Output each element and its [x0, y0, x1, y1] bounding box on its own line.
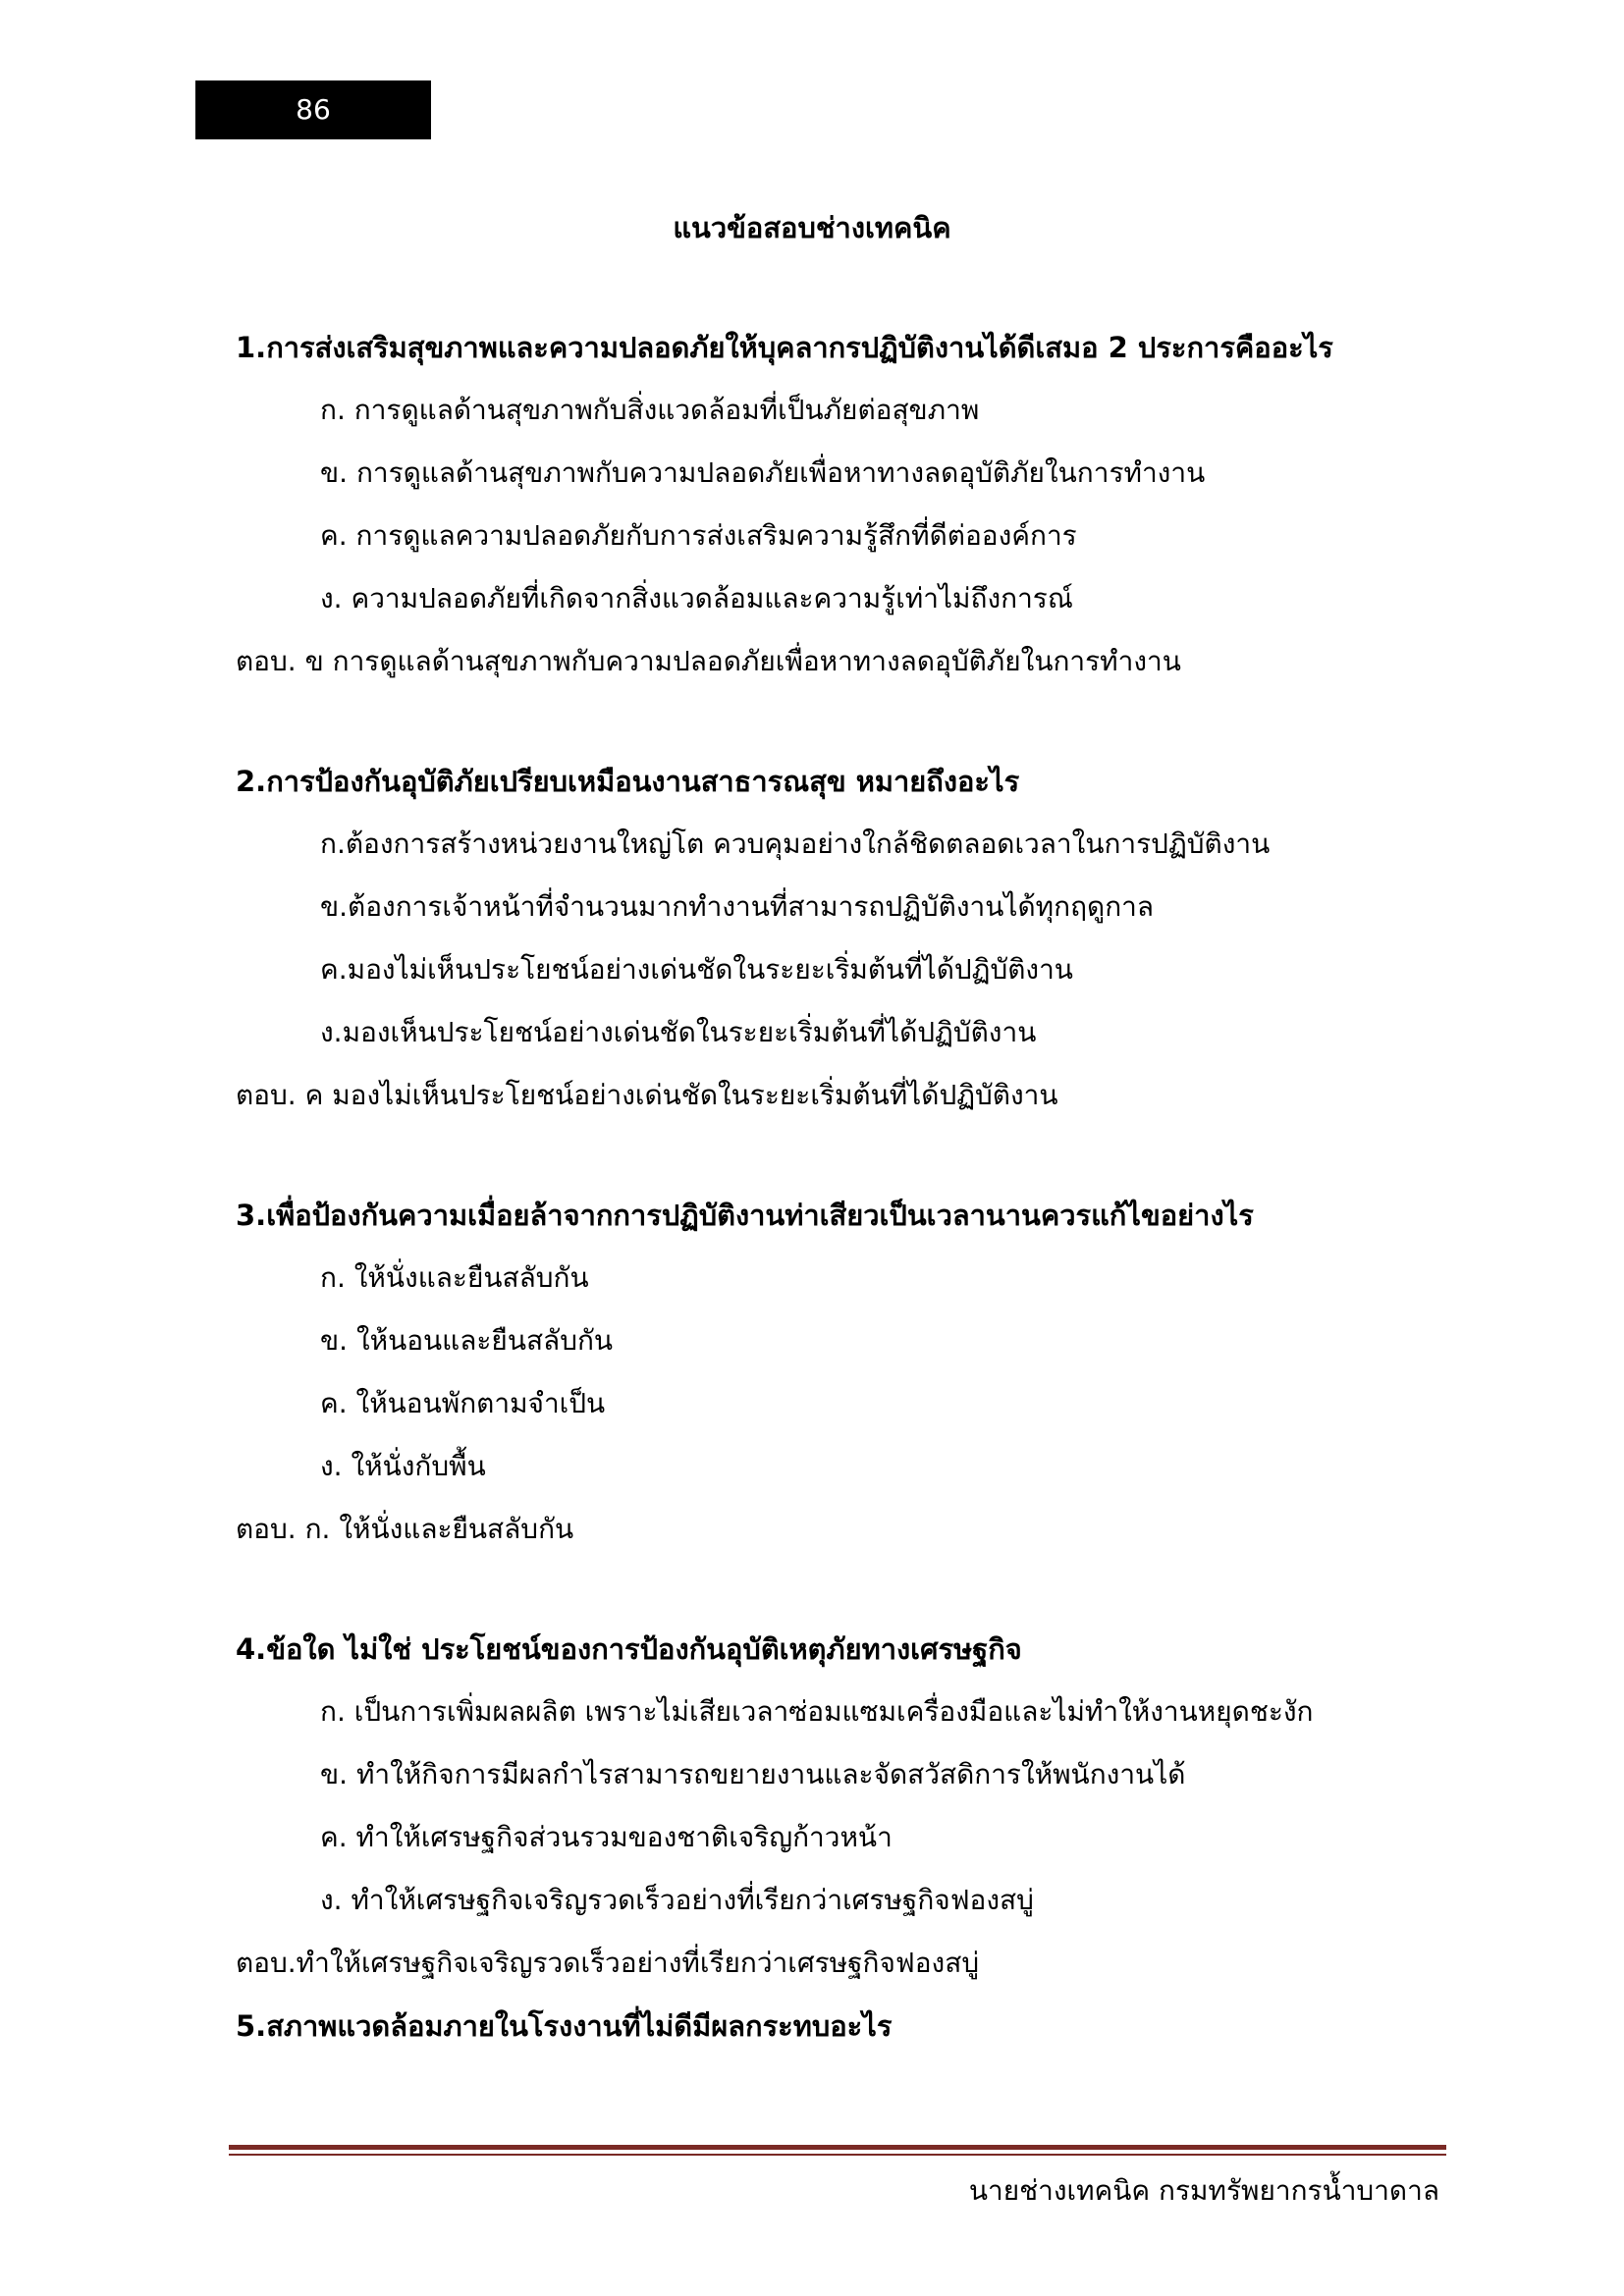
page-number: 86	[296, 93, 331, 126]
answer: ตอบ. ค มองไม่เห็นประโยชน์อย่างเด่นชัดในระยะเริ่มต้นที่ได้ปฏิบัติงาน	[236, 1079, 1058, 1111]
choice-d: ง. ให้นั่งกับพื้น	[320, 1450, 486, 1482]
answer: ตอบ.ทำให้เศรษฐกิจเจริญรวดเร็วอย่างที่เรียกว่าเศรษฐกิจฟองสบู่	[236, 1947, 980, 1979]
choice-b: ข. ให้นอนและยืนสลับกัน	[320, 1324, 614, 1357]
choice-a: ก. การดูแลด้านสุขภาพกับสิ่งแวดล้อมที่เป็นภัยต่อสุขภาพ	[320, 394, 980, 426]
choice-d: ง. ความปลอดภัยที่เกิดจากสิ่งแวดล้อมและความรู้เท่าไม่ถึงการณ์	[320, 582, 1073, 614]
page-number-badge	[195, 80, 431, 139]
choice-b: ข. การดูแลด้านสุขภาพกับความปลอดภัยเพื่อหาทางลดอุบัติภัยในการทำงาน	[320, 456, 1206, 489]
question-2	[236, 760, 1453, 1137]
choice-d: ง. ทำให้เศรษฐกิจเจริญรวดเร็วอย่างที่เรียกว่าเศรษฐกิจฟองสบู่	[320, 1884, 1034, 1916]
choice-a: ก. เป็นการเพิ่มผลผลิต เพราะไม่เสียเวลาซ่อมแซมเครื่องมือและไม่ทำให้งานหยุดชะงัก	[320, 1695, 1314, 1728]
question-text: 1.การส่งเสริมสุขภาพและความปลอดภัยให้บุคลากรปฏิบัติงานได้ดีเสมอ 2 ประการคืออะไร	[236, 331, 1333, 364]
answer: ตอบ. ข การดูแลด้านสุขภาพกับความปลอดภัยเพื่อหาทางลดอุบัติภัยในการทำงาน	[236, 645, 1181, 677]
choice-a: ก.ต้องการสร้างหน่วยงานใหญ่โต ควบคุมอย่างใกล้ชิดตลอดเวลาในการปฏิบัติงาน	[320, 828, 1271, 860]
question-text: 4.ข้อใด ไม่ใช่ ประโยชน์ของการป้องกันอุบัติเหตุภัยทางเศรษฐกิจ	[236, 1632, 1022, 1666]
question-1	[236, 326, 1453, 703]
choice-c: ค. การดูแลความปลอดภัยกับการส่งเสริมความรู้สึกที่ดีต่อองค์การ	[320, 519, 1077, 552]
choice-c: ค.มองไม่เห็นประโยชน์อย่างเด่นชัดในระยะเริ่มต้นที่ได้ปฏิบัติงาน	[320, 953, 1073, 986]
choice-c: ค. ทำให้เศรษฐกิจส่วนรวมของชาติเจริญก้าวหน้า	[320, 1821, 893, 1853]
footer-text: นายช่างเทคนิค กรมทรัพยากรน้ำบาดาล	[968, 2174, 1439, 2207]
answer: ตอบ. ก. ให้นั่งและยืนสลับกัน	[236, 1513, 574, 1545]
question-list	[236, 326, 1453, 2067]
question-3	[236, 1194, 1453, 1571]
question-text: 5.สภาพแวดล้อมภายในโรงงานที่ไม่ดีมีผลกระทบอะไร	[236, 2009, 893, 2043]
choice-b: ข. ทำให้กิจการมีผลกำไรสามารถขยายงานและจัดสวัสดิการให้พนักงานได้	[320, 1758, 1186, 1790]
footer-divider	[229, 2145, 1446, 2150]
question-5	[236, 2004, 1453, 2067]
footer-divider-thin	[229, 2154, 1446, 2156]
choice-a: ก. ให้นั่งและยืนสลับกัน	[320, 1261, 589, 1294]
choice-d: ง.มองเห็นประโยชน์อย่างเด่นชัดในระยะเริ่มต้นที่ได้ปฏิบัติงาน	[320, 1016, 1037, 1048]
question-4	[236, 1628, 1453, 2004]
choice-b: ข.ต้องการเจ้าหน้าที่จำนวนมากทำงานที่สามารถปฏิบัติงานได้ทุกฤดูกาล	[320, 890, 1155, 923]
document-title: แนวข้อสอบช่างเทคนิค	[673, 211, 951, 244]
question-text: 3.เพื่อป้องกันความเมื่อยล้าจากการปฏิบัติงานท่าเสียวเป็นเวลานานควรแก้ไขอย่างไร	[236, 1199, 1254, 1232]
question-text: 2.การป้องกันอุบัติภัยเปรียบเหมือนงานสาธารณสุข หมายถึงอะไร	[236, 765, 1020, 798]
choice-c: ค. ให้นอนพักตามจำเป็น	[320, 1387, 606, 1419]
